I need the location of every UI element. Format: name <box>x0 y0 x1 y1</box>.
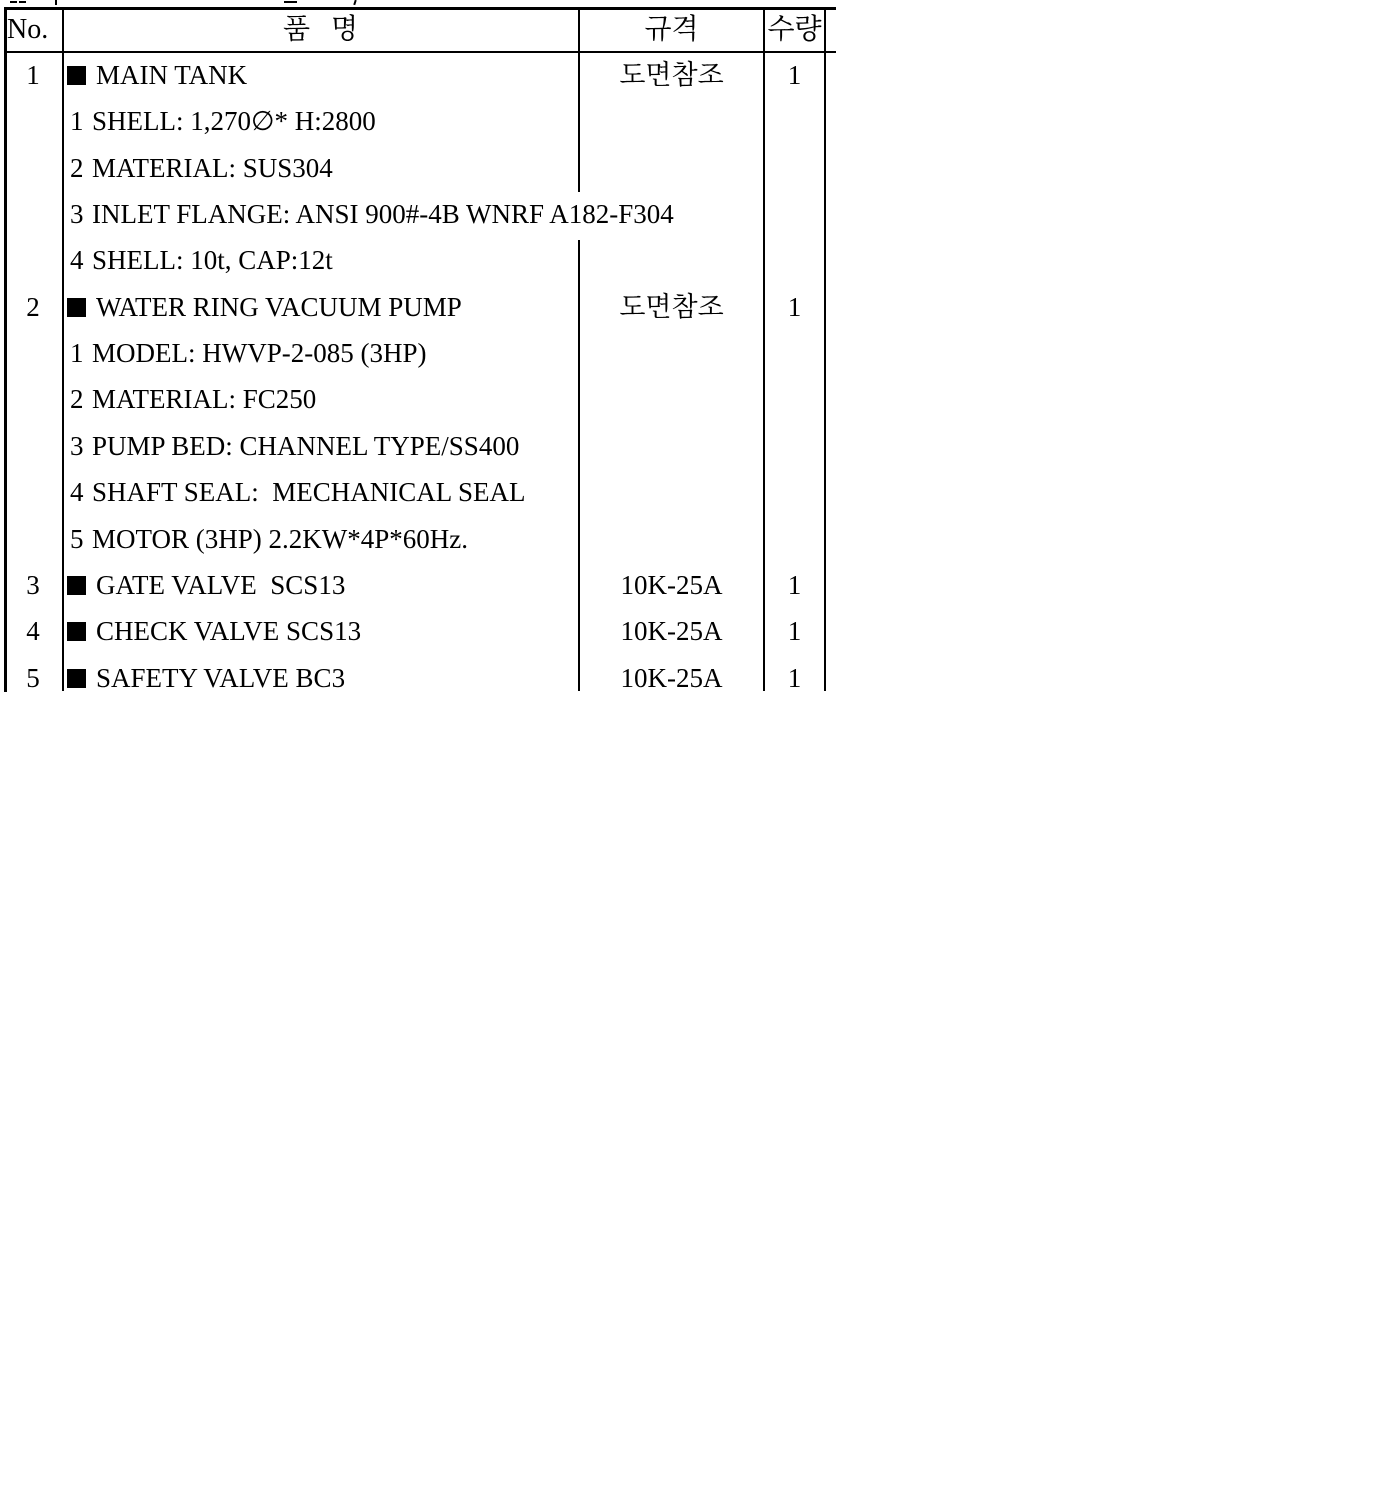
table-row <box>0 655 840 701</box>
detail-text: SHELL: 10t, CAP:12t <box>92 245 333 275</box>
black-square-icon <box>67 66 86 85</box>
detail-text: MODEL: HWVP-2-085 (3HP) <box>92 338 427 368</box>
table-row <box>0 608 840 654</box>
item-name: WATER RING VACUUM PUMP <box>96 292 462 322</box>
item-name: CHECK VALVE SCS13 <box>96 616 362 646</box>
item-qty: 1 <box>787 60 802 90</box>
item-qty: 1 <box>787 292 802 322</box>
detail-text: SHAFT SEAL: MECHANICAL SEAL <box>92 477 526 507</box>
detail-num: 2 <box>70 384 84 414</box>
black-square-icon <box>67 622 86 641</box>
detail-num: 2 <box>70 153 84 183</box>
table-row <box>0 562 840 608</box>
clipped-text-fragment <box>19 1 26 3</box>
detail-num: 1 <box>70 338 84 368</box>
item-name: MAIN TANK <box>96 60 248 90</box>
item-qty: 1 <box>787 663 802 693</box>
detail-text: MATERIAL: SUS304 <box>92 153 333 183</box>
item-name: SAFETY VALVE BC3 <box>96 663 346 693</box>
item-spec: 10K-25A <box>620 663 723 693</box>
clipped-text-fragment <box>10 1 17 3</box>
item-no: 5 <box>26 663 40 693</box>
col-header-qty: 수량 <box>767 14 822 45</box>
detail-num: 3 <box>70 199 84 229</box>
detail-text: INLET FLANGE: ANSI 900#-4B WNRF A182-F304 <box>92 199 674 229</box>
clipped-text-fragment <box>284 1 297 3</box>
detail-text: PUMP BED: CHANNEL TYPE/SS400 <box>92 431 520 461</box>
table-subrow <box>0 423 840 469</box>
clipped-text-fragment <box>55 0 57 5</box>
col-header-no: No. <box>7 14 49 45</box>
table-subrow <box>0 469 840 515</box>
detail-text: SHELL: 1,270∅* H:2800 <box>92 106 376 136</box>
item-no: 2 <box>26 292 40 322</box>
item-no: 3 <box>26 570 40 600</box>
table-row <box>0 284 840 330</box>
black-square-icon <box>67 576 86 595</box>
table-subrow <box>0 237 840 283</box>
item-spec: 도면참조 <box>619 292 724 322</box>
black-square-icon <box>67 298 86 317</box>
item-qty: 1 <box>787 616 802 646</box>
table-subrow <box>0 330 840 376</box>
detail-num: 3 <box>70 431 84 461</box>
col-header-spec: 규격 <box>644 14 699 45</box>
col-header-name: 품 명 <box>282 14 359 45</box>
detail-text: MOTOR (3HP) 2.2KW*4P*60Hz. <box>92 524 468 554</box>
black-square-icon <box>67 669 86 688</box>
item-spec: 10K-25A <box>620 570 723 600</box>
table-subrow <box>0 376 840 422</box>
table-subrow <box>0 145 840 191</box>
item-spec: 도면참조 <box>619 60 724 90</box>
item-spec: 10K-25A <box>620 616 723 646</box>
item-no: 4 <box>26 616 40 646</box>
detail-num: 1 <box>70 106 84 136</box>
detail-num: 4 <box>70 245 84 275</box>
table-row <box>0 52 840 98</box>
item-qty: 1 <box>787 570 802 600</box>
detail-text: MATERIAL: FC250 <box>92 384 317 414</box>
item-no: 1 <box>26 60 40 90</box>
detail-num: 4 <box>70 477 84 507</box>
table-subrow <box>0 98 840 144</box>
item-name: GATE VALVE SCS13 <box>96 570 346 600</box>
clipped-text-fragment <box>353 0 356 5</box>
table-subrow <box>0 191 840 237</box>
table-header-row <box>0 7 840 52</box>
table-subrow <box>0 516 840 562</box>
detail-num: 5 <box>70 524 84 554</box>
